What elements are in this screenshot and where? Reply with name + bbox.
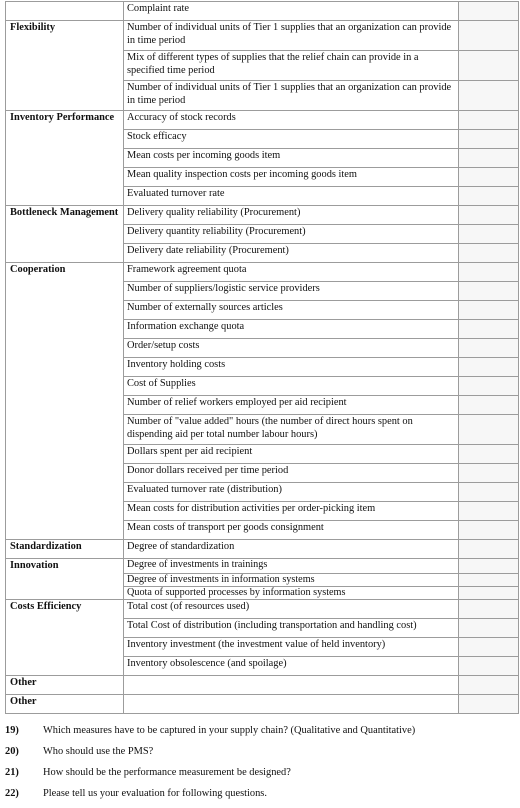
measure-cell: Inventory obsolescence (and spoilage) (124, 657, 459, 676)
category-cell (6, 657, 124, 676)
table-row (6, 301, 519, 320)
category-cell (6, 464, 124, 483)
table-row (6, 676, 519, 695)
measure-cell: Inventory holding costs (124, 358, 459, 377)
measure-cell: Number of individual units of Tier 1 supplies that an organization can provide in time period (124, 81, 459, 111)
answer-cell[interactable] (459, 559, 519, 574)
measure-cell: Information exchange quota (124, 320, 459, 339)
category-cell: Costs Efficiency (6, 600, 124, 619)
table-row (6, 263, 519, 282)
table-row (6, 377, 519, 396)
answer-cell[interactable] (459, 540, 519, 559)
answer-cell[interactable] (459, 396, 519, 415)
table-row (6, 244, 519, 263)
question-20 (5, 745, 517, 766)
category-cell (6, 358, 124, 377)
category-cell: Standardization (6, 540, 124, 559)
table-row (6, 21, 519, 51)
answer-cell[interactable] (459, 282, 519, 301)
category-cell (6, 619, 124, 638)
answer-cell[interactable] (459, 587, 519, 600)
answer-cell[interactable] (459, 657, 519, 676)
measure-cell: Mean costs for distribution activities per order-picking item (124, 502, 459, 521)
measure-cell: Accuracy of stock records (124, 111, 459, 130)
table-row (6, 358, 519, 377)
table-row (6, 206, 519, 225)
category-cell: Innovation (6, 559, 124, 574)
measure-cell: Cost of Supplies (124, 377, 459, 396)
table-row (6, 600, 519, 619)
category-cell (6, 415, 124, 445)
category-cell (6, 244, 124, 263)
measure-cell: Number of individual units of Tier 1 supplies that an organization can provide in time period (124, 21, 459, 51)
answer-cell[interactable] (459, 445, 519, 464)
table-row (6, 339, 519, 358)
answer-cell[interactable] (459, 301, 519, 320)
measures-table-body (6, 2, 519, 714)
measure-cell: Total Cost of distribution (including transportation and handling cost) (124, 619, 459, 638)
measure-cell: Degree of investments in trainings (124, 559, 459, 574)
measure-cell: Mean costs of transport per goods consignment (124, 521, 459, 540)
measure-cell: Mean costs per incoming goods item (124, 149, 459, 168)
table-row (6, 415, 519, 445)
answer-cell[interactable] (459, 339, 519, 358)
table-row (6, 559, 519, 574)
category-cell (6, 377, 124, 396)
category-cell (6, 638, 124, 657)
measures-table (5, 1, 519, 714)
question-21 (5, 766, 517, 787)
measure-cell: Framework agreement quota (124, 263, 459, 282)
table-row (6, 225, 519, 244)
category-cell: Flexibility (6, 21, 124, 51)
category-cell (6, 2, 124, 21)
category-cell (6, 521, 124, 540)
measure-cell: Mean quality inspection costs per incoming goods item (124, 168, 459, 187)
measure-cell: Delivery date reliability (Procurement) (124, 244, 459, 263)
measure-cell: Stock efficacy (124, 130, 459, 149)
measure-cell: Complaint rate (124, 2, 459, 21)
table-row (6, 130, 519, 149)
category-cell (6, 483, 124, 502)
question-text: Which measures have to be captured in your supply chain? (Qualitative and Quantitative) (43, 725, 416, 736)
answer-cell[interactable] (459, 187, 519, 206)
answer-cell[interactable] (459, 206, 519, 225)
answer-cell[interactable] (459, 21, 519, 51)
category-cell (6, 339, 124, 358)
table-row (6, 149, 519, 168)
answer-cell[interactable] (459, 358, 519, 377)
answer-cell[interactable] (459, 600, 519, 619)
table-row (6, 574, 519, 587)
category-cell (6, 301, 124, 320)
answer-cell[interactable] (459, 464, 519, 483)
answer-cell[interactable] (459, 619, 519, 638)
answer-cell[interactable] (459, 483, 519, 502)
measure-cell: Quota of supported processes by information systems (124, 587, 459, 600)
question-number: 20) (5, 746, 19, 757)
category-cell (6, 574, 124, 587)
table-row (6, 320, 519, 339)
category-cell (6, 320, 124, 339)
question-22 (5, 787, 517, 808)
measure-cell: Evaluated turnover rate (distribution) (124, 483, 459, 502)
category-cell: Bottleneck Management (6, 206, 124, 225)
table-row (6, 587, 519, 600)
question-text: How should be the performance measurement be designed? (43, 767, 291, 778)
answer-cell[interactable] (459, 676, 519, 695)
measure-cell: Degree of standardization (124, 540, 459, 559)
table-row (6, 81, 519, 111)
category-cell: Cooperation (6, 263, 124, 282)
measure-cell: Mix of different types of supplies that the relief chain can provide in a specified time period (124, 51, 459, 81)
measure-cell: Evaluated turnover rate (124, 187, 459, 206)
question-text: Please tell us your evaluation for following questions. (43, 788, 267, 799)
answer-cell[interactable] (459, 168, 519, 187)
answer-cell[interactable] (459, 638, 519, 657)
category-cell: Inventory Performance (6, 111, 124, 130)
answer-cell[interactable] (459, 51, 519, 81)
measure-cell: Number of suppliers/logistic service providers (124, 282, 459, 301)
question-number: 19) (5, 725, 19, 736)
table-row (6, 396, 519, 415)
question-number: 22) (5, 788, 19, 799)
measure-cell (124, 695, 459, 714)
category-cell (6, 81, 124, 111)
measure-cell: Total cost (of resources used) (124, 600, 459, 619)
measure-cell: Donor dollars received per time period (124, 464, 459, 483)
measure-cell: Dollars spent per aid recipient (124, 445, 459, 464)
answer-cell[interactable] (459, 2, 519, 21)
table-row (6, 282, 519, 301)
answer-cell[interactable] (459, 244, 519, 263)
table-row (6, 695, 519, 714)
table-row (6, 464, 519, 483)
answer-cell[interactable] (459, 574, 519, 587)
table-row (6, 483, 519, 502)
category-cell (6, 187, 124, 206)
answer-cell[interactable] (459, 149, 519, 168)
answer-cell[interactable] (459, 225, 519, 244)
category-cell (6, 225, 124, 244)
category-cell (6, 502, 124, 521)
question-number: 21) (5, 767, 19, 778)
category-cell: Other (6, 676, 124, 695)
answer-cell[interactable] (459, 521, 519, 540)
category-cell (6, 587, 124, 600)
measure-cell: Number of relief workers employed per aid recipient (124, 396, 459, 415)
category-cell: Other (6, 695, 124, 714)
answer-cell[interactable] (459, 695, 519, 714)
table-row (6, 638, 519, 657)
category-cell (6, 168, 124, 187)
table-row (6, 2, 519, 21)
measure-cell (124, 676, 459, 695)
answer-cell[interactable] (459, 377, 519, 396)
table-row (6, 445, 519, 464)
measure-cell: Degree of investments in information systems (124, 574, 459, 587)
category-cell (6, 282, 124, 301)
table-row (6, 657, 519, 676)
measure-cell: Number of "value added" hours (the number of direct hours spent on dispending aid per total number labour hours) (124, 415, 459, 445)
category-cell (6, 130, 124, 149)
table-row (6, 521, 519, 540)
answer-cell[interactable] (459, 263, 519, 282)
answer-cell[interactable] (459, 320, 519, 339)
answer-cell[interactable] (459, 111, 519, 130)
category-cell (6, 445, 124, 464)
table-row (6, 168, 519, 187)
question-list (5, 724, 517, 808)
table-row (6, 619, 519, 638)
question-text: Who should use the PMS? (43, 746, 154, 757)
table-row (6, 502, 519, 521)
measure-cell: Delivery quantity reliability (Procurement) (124, 225, 459, 244)
question-19 (5, 724, 517, 745)
answer-cell[interactable] (459, 130, 519, 149)
measure-cell: Delivery quality reliability (Procurement) (124, 206, 459, 225)
answer-cell[interactable] (459, 81, 519, 111)
answer-cell[interactable] (459, 502, 519, 521)
table-row (6, 51, 519, 81)
table-row (6, 111, 519, 130)
category-cell (6, 149, 124, 168)
answer-cell[interactable] (459, 415, 519, 445)
table-row (6, 187, 519, 206)
category-cell (6, 51, 124, 81)
table-row (6, 540, 519, 559)
measure-cell: Order/setup costs (124, 339, 459, 358)
measure-cell: Inventory investment (the investment value of held inventory) (124, 638, 459, 657)
measure-cell: Number of externally sources articles (124, 301, 459, 320)
category-cell (6, 396, 124, 415)
